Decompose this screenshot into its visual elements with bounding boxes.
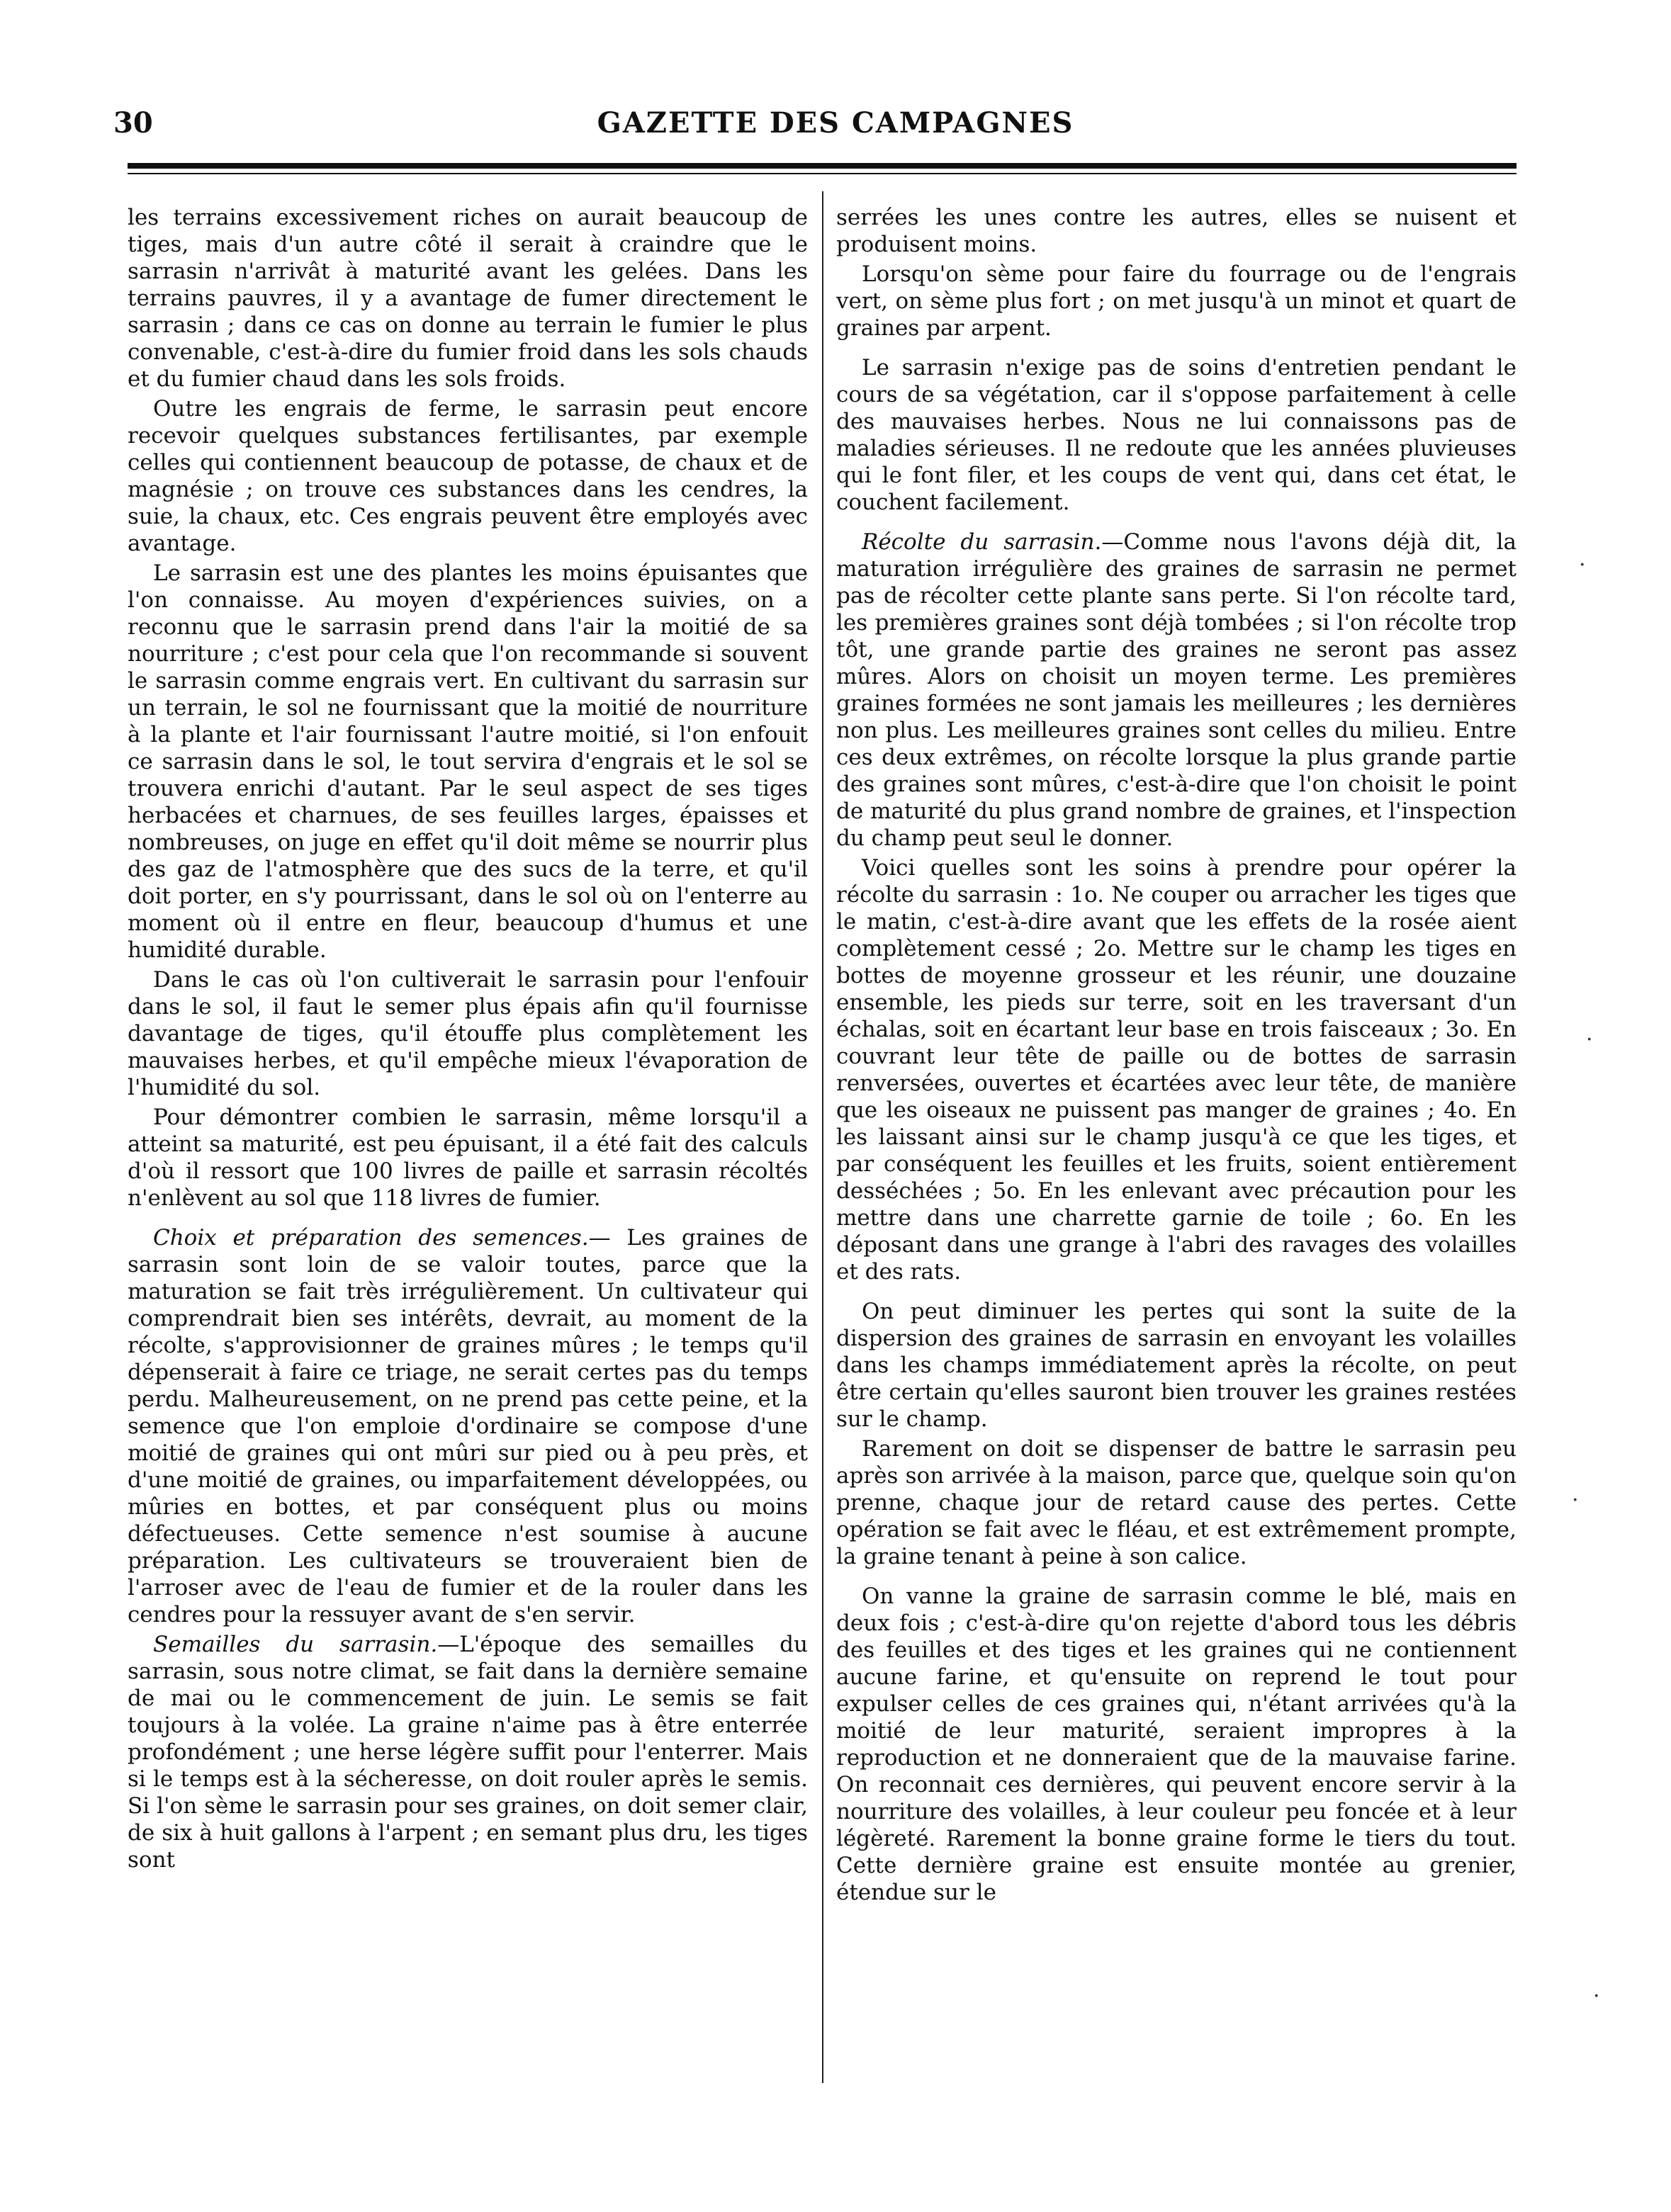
section-text: —L'époque des semailles du sarrasin, sous notre climat, se fait dans la dernière semaine de mai ou le commencement de juin. Le semis se fait toujours à la volée. La graine n'aime pas à être enterrée profondément ; une herse légère suffit pour l'enterrer. Mais si le temps est à la sécheresse, on doit rouler après le semis. Si l'on sème le sarrasin pour ses graines, on doit semer clair, de six à huit gallons à l'arpent ; en semant plus dru, les tiges sont [128,1632,808,1873]
paragraph: Lorsqu'on sème pour faire du fourrage ou de l'engrais vert, on sème plus fort ; on met jusqu'à un minot et quart de graines par arpent. [836,261,1517,341]
paragraph-with-heading [128,1224,808,1628]
paragraph: On vanne la graine de sarrasin comme le blé, mais en deux fois ; c'est-à-dire qu'on rejette d'abord tous les débris des feuilles et des tiges et les graines qui ne contiennent aucune farine, et qu'ensuite on reprend le tout pour expulser celles de ces graines qui, n'étant arrivées qu'à la moitié de leur maturité, seraient impropres à la reproduction et ne donneraient que de la mauvaise farine. On reconnait ces dernières, qui peuvent encore servir à la nourriture des volailles, à leur couleur peu foncée et à leur légèreté. Rarement la bonne graine forme le tiers du tout. Cette dernière graine est ensuite montée au grenier, étendue sur le [836,1584,1517,1905]
right-column [836,204,1517,2082]
paragraph: On peut diminuer les pertes qui sont la suite de la dispersion des graines de sarrasin en envoyant les volailles dans les champs immédiatement après la récolte, on peut être certain qu'elles sauront bien trouver les graines restées sur le champ. [836,1299,1517,1432]
header-rule-thin [128,173,1517,174]
paragraph: Le sarrasin est une des plantes les moins épuisantes que l'on connaisse. Au moyen d'expériences suivies, on a reconnu que le sarrasin prend dans l'air la moitié de sa nourriture ; c'est pour cela que l'on recommande si souvent le sarrasin comme engrais vert. En cultivant du sarrasin sur un terrain, le sol ne fournissant que la moitié de nourriture à la plante et l'air fournissant l'autre moitié, si l'on enfouit ce sarrasin dans le sol, le tout servira d'engrais et le sol se trouvera enrichi d'autant. Par le seul aspect de ses tiges herbacées et charnues, de ses feuilles larges, épaisses et nombreuses, on juge en effet qu'il doit même se nourrir plus des gaz de l'atmosphère que des sucs de la terre, et qu'il doit porter, en s'y pourrissant, dans le sol où on l'enterre au moment où il entre en fleur, beaucoup d'humus et une humidité durable. [128,560,808,963]
paragraph: les terrains excessivement riches on aurait beaucoup de tiges, mais d'un autre côté il serait à craindre que le sarrasin n'arrivât à maturité avant les gelées. Dans les terrains pauvres, il y a avantage de fumer directement le sarrasin ; dans ce cas on donne au terrain le fumier le plus convenable, c'est-à-dire du fumier froid dans les sols chauds et du fumier chaud dans les sols froids. [128,205,808,392]
paragraph: Pour démontrer combien le sarrasin, même lorsqu'il a atteint sa maturité, est peu épuisant, il a été fait des calculs d'où il ressort que 100 livres de paille et sarrasin récoltés n'enlèvent au sol que 118 livres de fumier. [128,1105,808,1211]
scan-margin-marks [1565,142,1650,2196]
section-heading: Récolte du sarrasin. [862,529,1102,555]
left-column [128,204,808,2082]
paragraph: serrées les unes contre les autres, elles se nuisent et produisent moins. [836,205,1517,257]
paragraph: Le sarrasin n'exige pas de soins d'entretien pendant le cours de sa végétation, car il s'oppose parfaitement à celle des mauvaises herbes. Nous ne lui connaissons pas de maladies sérieuses. Il ne redoute que les années pluvieuses qui le font filer, et les coups de vent qui, dans cet état, le couchent facilement. [836,355,1517,515]
margin-mark: · [1579,553,1586,577]
running-title: GAZETTE DES CAMPAGNES [597,106,1074,140]
paragraph: Dans le cas où l'on cultiverait le sarrasin pour l'enfouir dans le sol, il faut le semer plus épais afin qu'il fournisse davantage de tiges, qu'il étouffe plus complètement les mauvaises herbes, et qu'il empêche mieux l'évaporation de l'humidité du sol. [128,967,808,1100]
header-rule-thick [128,163,1517,169]
section-text: —Comme nous l'avons déjà dit, la maturation irrégulière des graines de sarrasin ne permet pas de récolter cette plante sans perte. Si l'on récolte tard, les premières graines sont déjà tombées ; si l'on récolte trop tôt, une grande partie des graines ne seront pas assez mûres. Alors on choisit un moyen terme. Les premières graines formées ne sont jamais les meilleures ; les dernières non plus. Les meilleures graines sont celles du milieu. Entre ces deux extrêmes, on récolte lorsque la plus grande partie des graines sont mûres, c'est-à-dire que l'on choisit le point de maturité du plus grand nombre de graines, et l'inspection du champ peut seul le donner. [836,529,1517,851]
section-text: — Les graines de sarrasin sont loin de se valoir toutes, parce que la maturation se fait très irrégulièrement. Un cultivateur qui comprendrait bien ses intérêts, devrait, au moment de la récolte, s'approvisionner de graines mûres ; le temps qu'il dépenserait à faire ce triage, ne serait certes pas du temps perdu. Malheureusement, on ne prend pas cette peine, et la semence que l'on emploie d'ordinaire se compose d'une moitié de graines qui ont mûri sur pied ou à peu près, et d'une moitié de graines, ou imparfaitement développées, ou mûries en bottes, et par conséquent plus ou moins défectueuses. Cette semence n'est soumise à aucune préparation. Les cultivateurs se trouveraient bien de l'arroser avec de l'eau de fumier et de la rouler dans les cendres pour la ressuyer avant de s'en servir. [128,1225,808,1627]
paragraph: Voici quelles sont les soins à prendre pour opérer la récolte du sarrasin : 1o. Ne couper ou arracher les tiges que le matin, c'est-à-dire avant que les effets de la rosée aient complètement cessé ; 2o. Mettre sur le champ les tiges en bottes de moyenne grosseur et les réunir, une douzaine ensemble, les pieds sur terre, soit en les traversant d'un échalas, soit en écartant leur base en trois faisceaux ; 3o. En couvrant leur tête de paille ou de bottes de sarrasin renversées, ouvertes et écartées avec leur tête, de manière que les oiseaux ne puissent pas manger de graines ; 4o. En les laissant ainsi sur le champ jusqu'à ce que les tiges, et par conséquent les feuilles et les fruits, soient entièrement desséchées ; 5o. En les enlevant avec précaution pour les mettre dans une charrette garnie de toile ; 6o. En les déposant dans une grange à l'abri des ravages des volailles et des rats. [836,855,1517,1285]
paragraph: Rarement on doit se dispenser de battre le sarrasin peu après son arrivée à la maison, parce que, quelque soin qu'on prenne, chaque jour de retard cause des pertes. Cette opération se fait avec le fléau, et est extrêmement prompte, la graine tenant à peine à son calice. [836,1436,1517,1569]
margin-mark: · [1586,1027,1593,1052]
paragraph-with-heading [128,1631,808,1873]
margin-mark: · [1593,1984,1600,2009]
column-divider [822,191,823,2083]
paragraph: Outre les engrais de ferme, le sarrasin peut encore recevoir quelques substances fertilisantes, par exemple celles qui contiennent beaucoup de potasse, de chaux et de magnésie ; on trouve ces substances dans les cendres, la suie, la chaux, etc. Ces engrais peuvent être employés avec avantage. [128,396,808,556]
margin-mark: · [1572,1488,1579,1513]
paragraph-with-heading [836,529,1517,852]
page-number: 30 [113,106,153,140]
section-heading: Semailles du sarrasin. [153,1632,438,1657]
section-heading: Choix et préparation des semences. [153,1225,589,1251]
